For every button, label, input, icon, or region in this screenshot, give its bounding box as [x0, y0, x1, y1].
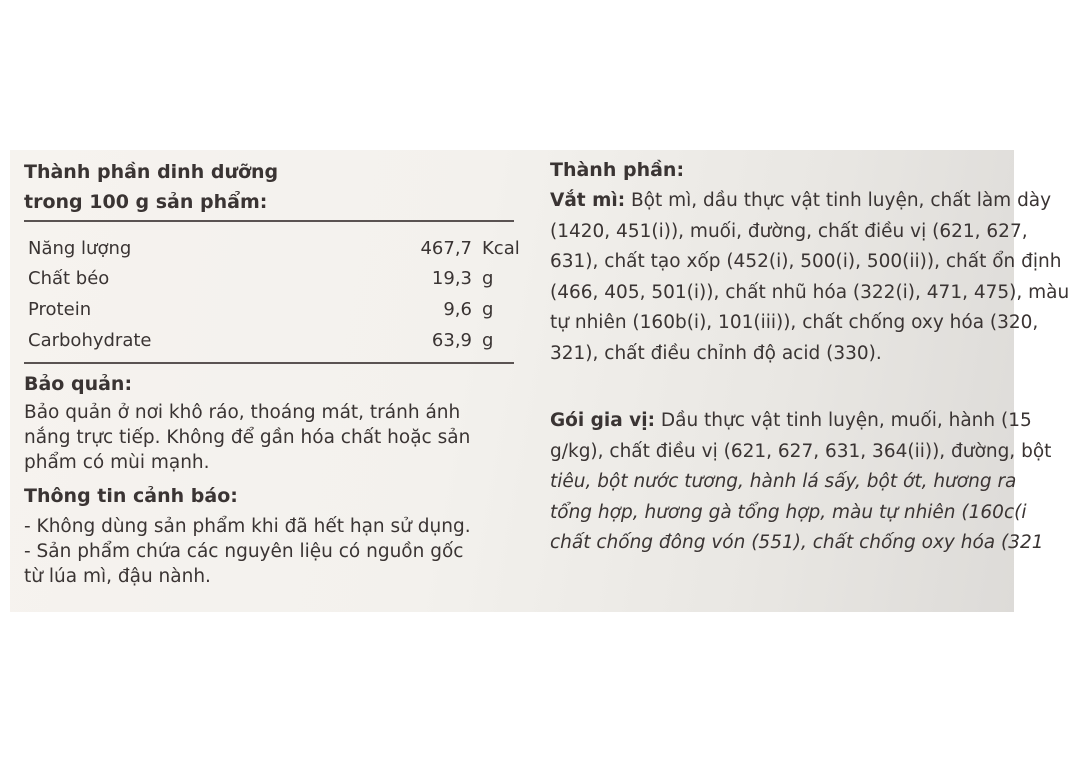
product-label-panel: [10, 150, 1069, 612]
nutrient-unit: g: [482, 268, 494, 289]
nutrient-name: Chất béo: [28, 268, 110, 289]
nutrient-value: 19,3: [431, 268, 472, 289]
storage-line: nắng trực tiếp. Không để gần hóa chất hoặc sản: [24, 427, 471, 448]
ingredients-title: Thành phần:: [550, 159, 685, 181]
warning-line: - Không dùng sản phẩm khi đã hết hạn sử dụng.: [24, 516, 471, 537]
noodle-line: tự nhiên (160b(i), 101(iii)), chất chống oxy hóa (320,: [550, 312, 1039, 333]
seasoning-line: chất chống đông vón (551), chất chống oxy hóa (321: [550, 532, 1044, 553]
warning-line: - Sản phẩm chứa các nguyên liệu có nguồn gốc: [24, 541, 464, 562]
nutrient-value: 467,7: [420, 238, 472, 259]
noodle-line: Bột mì, dầu thực vật tinh luyện, chất làm dày: [625, 190, 1052, 211]
seasoning-line: tổng hợp, hương gà tổng hợp, màu tự nhiên (160c(i: [550, 501, 1027, 523]
nutrient-unit: g: [482, 299, 494, 320]
nutrient-value: 63,9: [431, 330, 472, 351]
nutrition-title-line2: trong 100 g sản phẩm:: [24, 191, 268, 213]
seasoning-line: Dầu thực vật tinh luyện, muối, hành (15: [654, 410, 1032, 431]
noodle-line: 321), chất điều chỉnh độ acid (330).: [550, 342, 882, 364]
seasoning-label: Gói gia vị:: [550, 410, 655, 431]
nutrition-title-line1: Thành phần dinh dưỡng: [24, 161, 279, 183]
seasoning-line: tiêu, bột nước tương, hành lá sấy, bột ớt, hương ra: [550, 471, 1017, 492]
seasoning-line: g/kg), chất điều vị (621, 627, 631, 364(ii)), đường, bột: [550, 440, 1052, 462]
noodle-line: 631), chất tạo xốp (452(i), 500(i), 500(ii)), chất ổn định: [550, 251, 1062, 272]
nutrient-name: Carbohydrate: [28, 330, 152, 351]
nutrient-name: Protein: [28, 299, 92, 320]
nutrient-unit: Kcal: [482, 238, 520, 259]
noodle-line: (1420, 451(i)), muối, đường, chất điều vị (621, 627,: [550, 220, 1028, 242]
storage-line: phẩm có mùi mạnh.: [24, 452, 210, 473]
nutrition-title: [24, 160, 278, 214]
storage-text: [24, 400, 524, 475]
noodle-line: (466, 405, 501(i)), chất nhũ hóa (322(i), 471, 475), màu: [550, 281, 1069, 303]
storage-line: Bảo quản ở nơi khô ráo, thoáng mát, tránh ánh: [24, 402, 461, 423]
nutrient-value: 9,6: [443, 299, 472, 320]
warning-line: từ lúa mì, đậu nành.: [24, 566, 211, 587]
seasoning-ingredients: [550, 406, 1052, 559]
warning-title: Thông tin cảnh báo:: [24, 485, 238, 507]
storage-title: Bảo quản:: [24, 373, 133, 395]
table-bottom-rule: [24, 362, 514, 364]
noodle-label: Vắt mì:: [550, 190, 626, 211]
nutrient-unit: g: [482, 330, 494, 351]
nutrient-name: Năng lượng: [28, 238, 132, 259]
warning-text: [24, 514, 524, 589]
noodle-ingredients: [550, 186, 1069, 369]
table-top-rule: [24, 220, 514, 222]
